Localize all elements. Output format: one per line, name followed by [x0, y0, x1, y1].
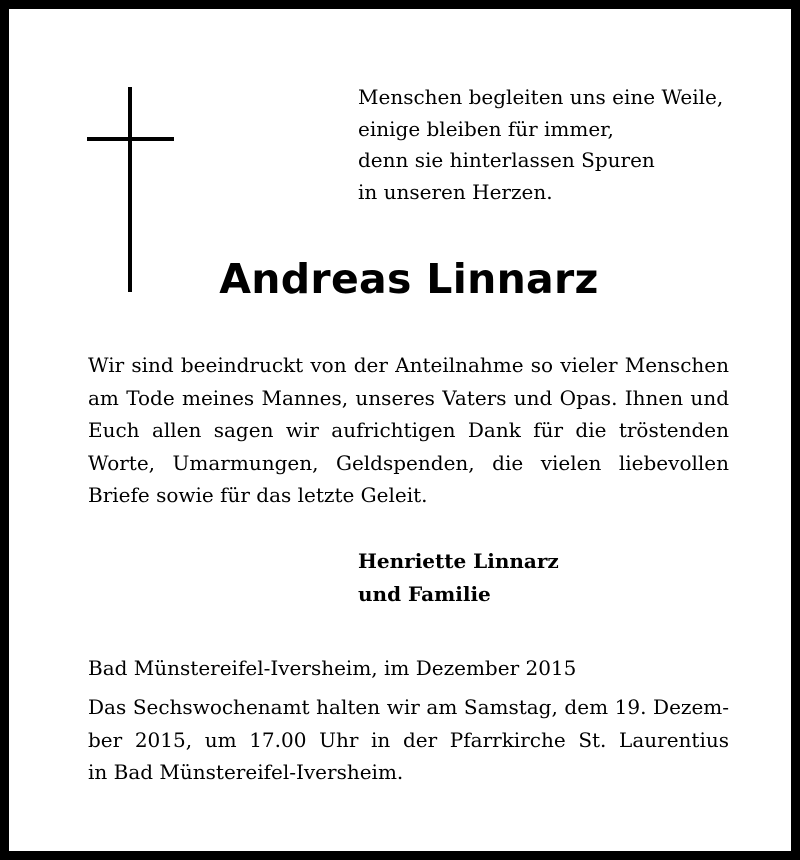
service-line: in Bad Münstereifel-Iversheim.	[88, 760, 404, 784]
message-line: Worte, Umarmungen, Geldspenden, die vielen liebevollen	[88, 450, 729, 475]
poem-line: in unseren Herzen.	[358, 179, 553, 204]
message-line: Euch allen sagen wir aufrichtigen Dank für die tröstenden	[88, 418, 729, 442]
thank-you-message	[88, 349, 729, 512]
cross-icon-horizontal-bar	[87, 137, 174, 141]
signature-family: und Familie	[358, 582, 491, 606]
place-and-date: Bad Münstereifel-Iversheim, im Dezember 2015	[88, 656, 577, 680]
service-line: Das Sechswochenamt halten wir am Samstag, dem 19. Dezem-	[88, 695, 729, 719]
memorial-poem	[358, 82, 758, 208]
message-line: am Tode meines Mannes, unseres Vaters und Opas. Ihnen und	[88, 385, 729, 410]
poem-line: Menschen begleiten uns eine Weile,	[358, 85, 724, 109]
service-announcement	[88, 691, 729, 789]
poem-line: denn sie hinterlassen Spuren	[358, 148, 655, 172]
service-line: ber 2015, um 17.00 Uhr in der Pfarrkirche St. Laurentius	[88, 727, 729, 752]
message-line: Briefe sowie für das letzte Geleit.	[88, 483, 428, 507]
deceased-name: Andreas Linnarz	[219, 255, 599, 303]
signature-block	[358, 545, 559, 611]
poem-line: einige bleiben für immer,	[358, 116, 614, 141]
message-line: Wir sind beeindruckt von der Anteilnahme so vieler Menschen	[88, 353, 729, 377]
signature-name: Henriette Linnarz	[358, 549, 559, 573]
